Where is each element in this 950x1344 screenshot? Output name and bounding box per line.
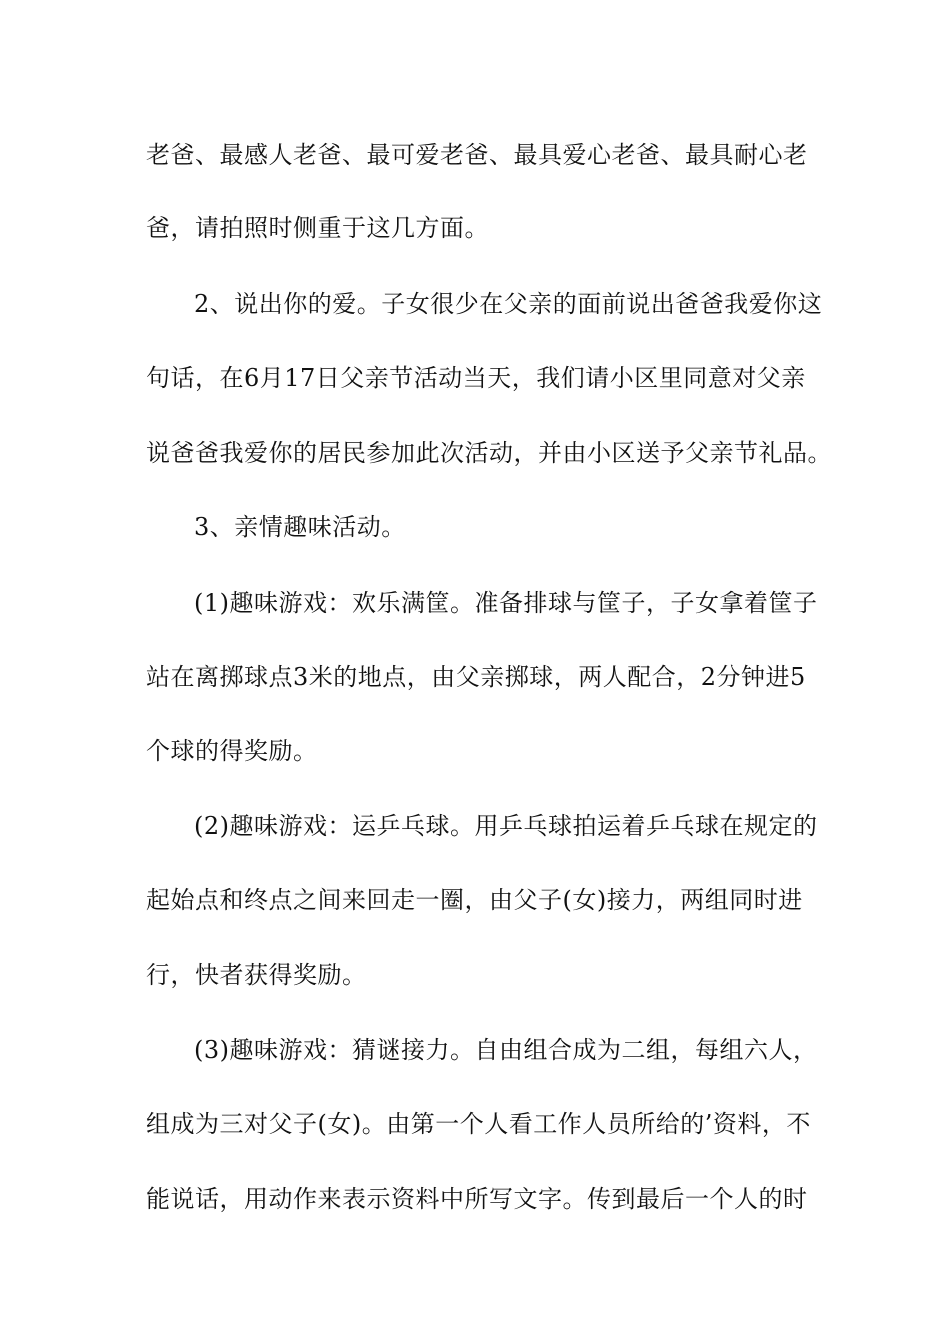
text-line: (1)趣味游戏：欢乐满筐。准备排球与筐子，子女拿着筐子 xyxy=(194,589,818,617)
text-line: 说爸爸我爱你的居民参加此次活动，并由小区送予父亲节礼品。 xyxy=(146,439,832,467)
text-line: 老爸、最感人老爸、最可爱老爸、最具爱心老爸、最具耐心老 xyxy=(146,141,808,169)
text-line: 站在离掷球点3米的地点，由父亲掷球，两人配合，2分钟进5 xyxy=(146,663,806,691)
text-line: (3)趣味游戏：猜谜接力。自由组合成为二组，每组六人， xyxy=(194,1036,818,1064)
text-line: 起始点和终点之间来回走一圈，由父子(女)接力，两组同时进 xyxy=(146,886,803,914)
text-line: 爸，请拍照时侧重于这几方面。 xyxy=(146,214,489,242)
text-line: 2、说出你的爱。子女很少在父亲的面前说出爸爸我爱你这 xyxy=(194,290,823,318)
text-line: 句话，在6月17日父亲节活动当天，我们请小区里同意对父亲 xyxy=(146,364,806,392)
text-line: 组成为三对父子(女)。由第一个人看工作人员所给的’资料，不 xyxy=(146,1110,811,1138)
text-line: 3、亲情趣味活动。 xyxy=(194,513,406,541)
text-line: (2)趣味游戏：运乒乓球。用乒乓球拍运着乒乓球在规定的 xyxy=(194,812,818,840)
text-line: 个球的得奖励。 xyxy=(146,737,318,765)
text-line: 能说话，用动作来表示资料中所写文字。传到最后一个人的时 xyxy=(146,1185,808,1213)
text-line: 行，快者获得奖励。 xyxy=(146,961,367,989)
